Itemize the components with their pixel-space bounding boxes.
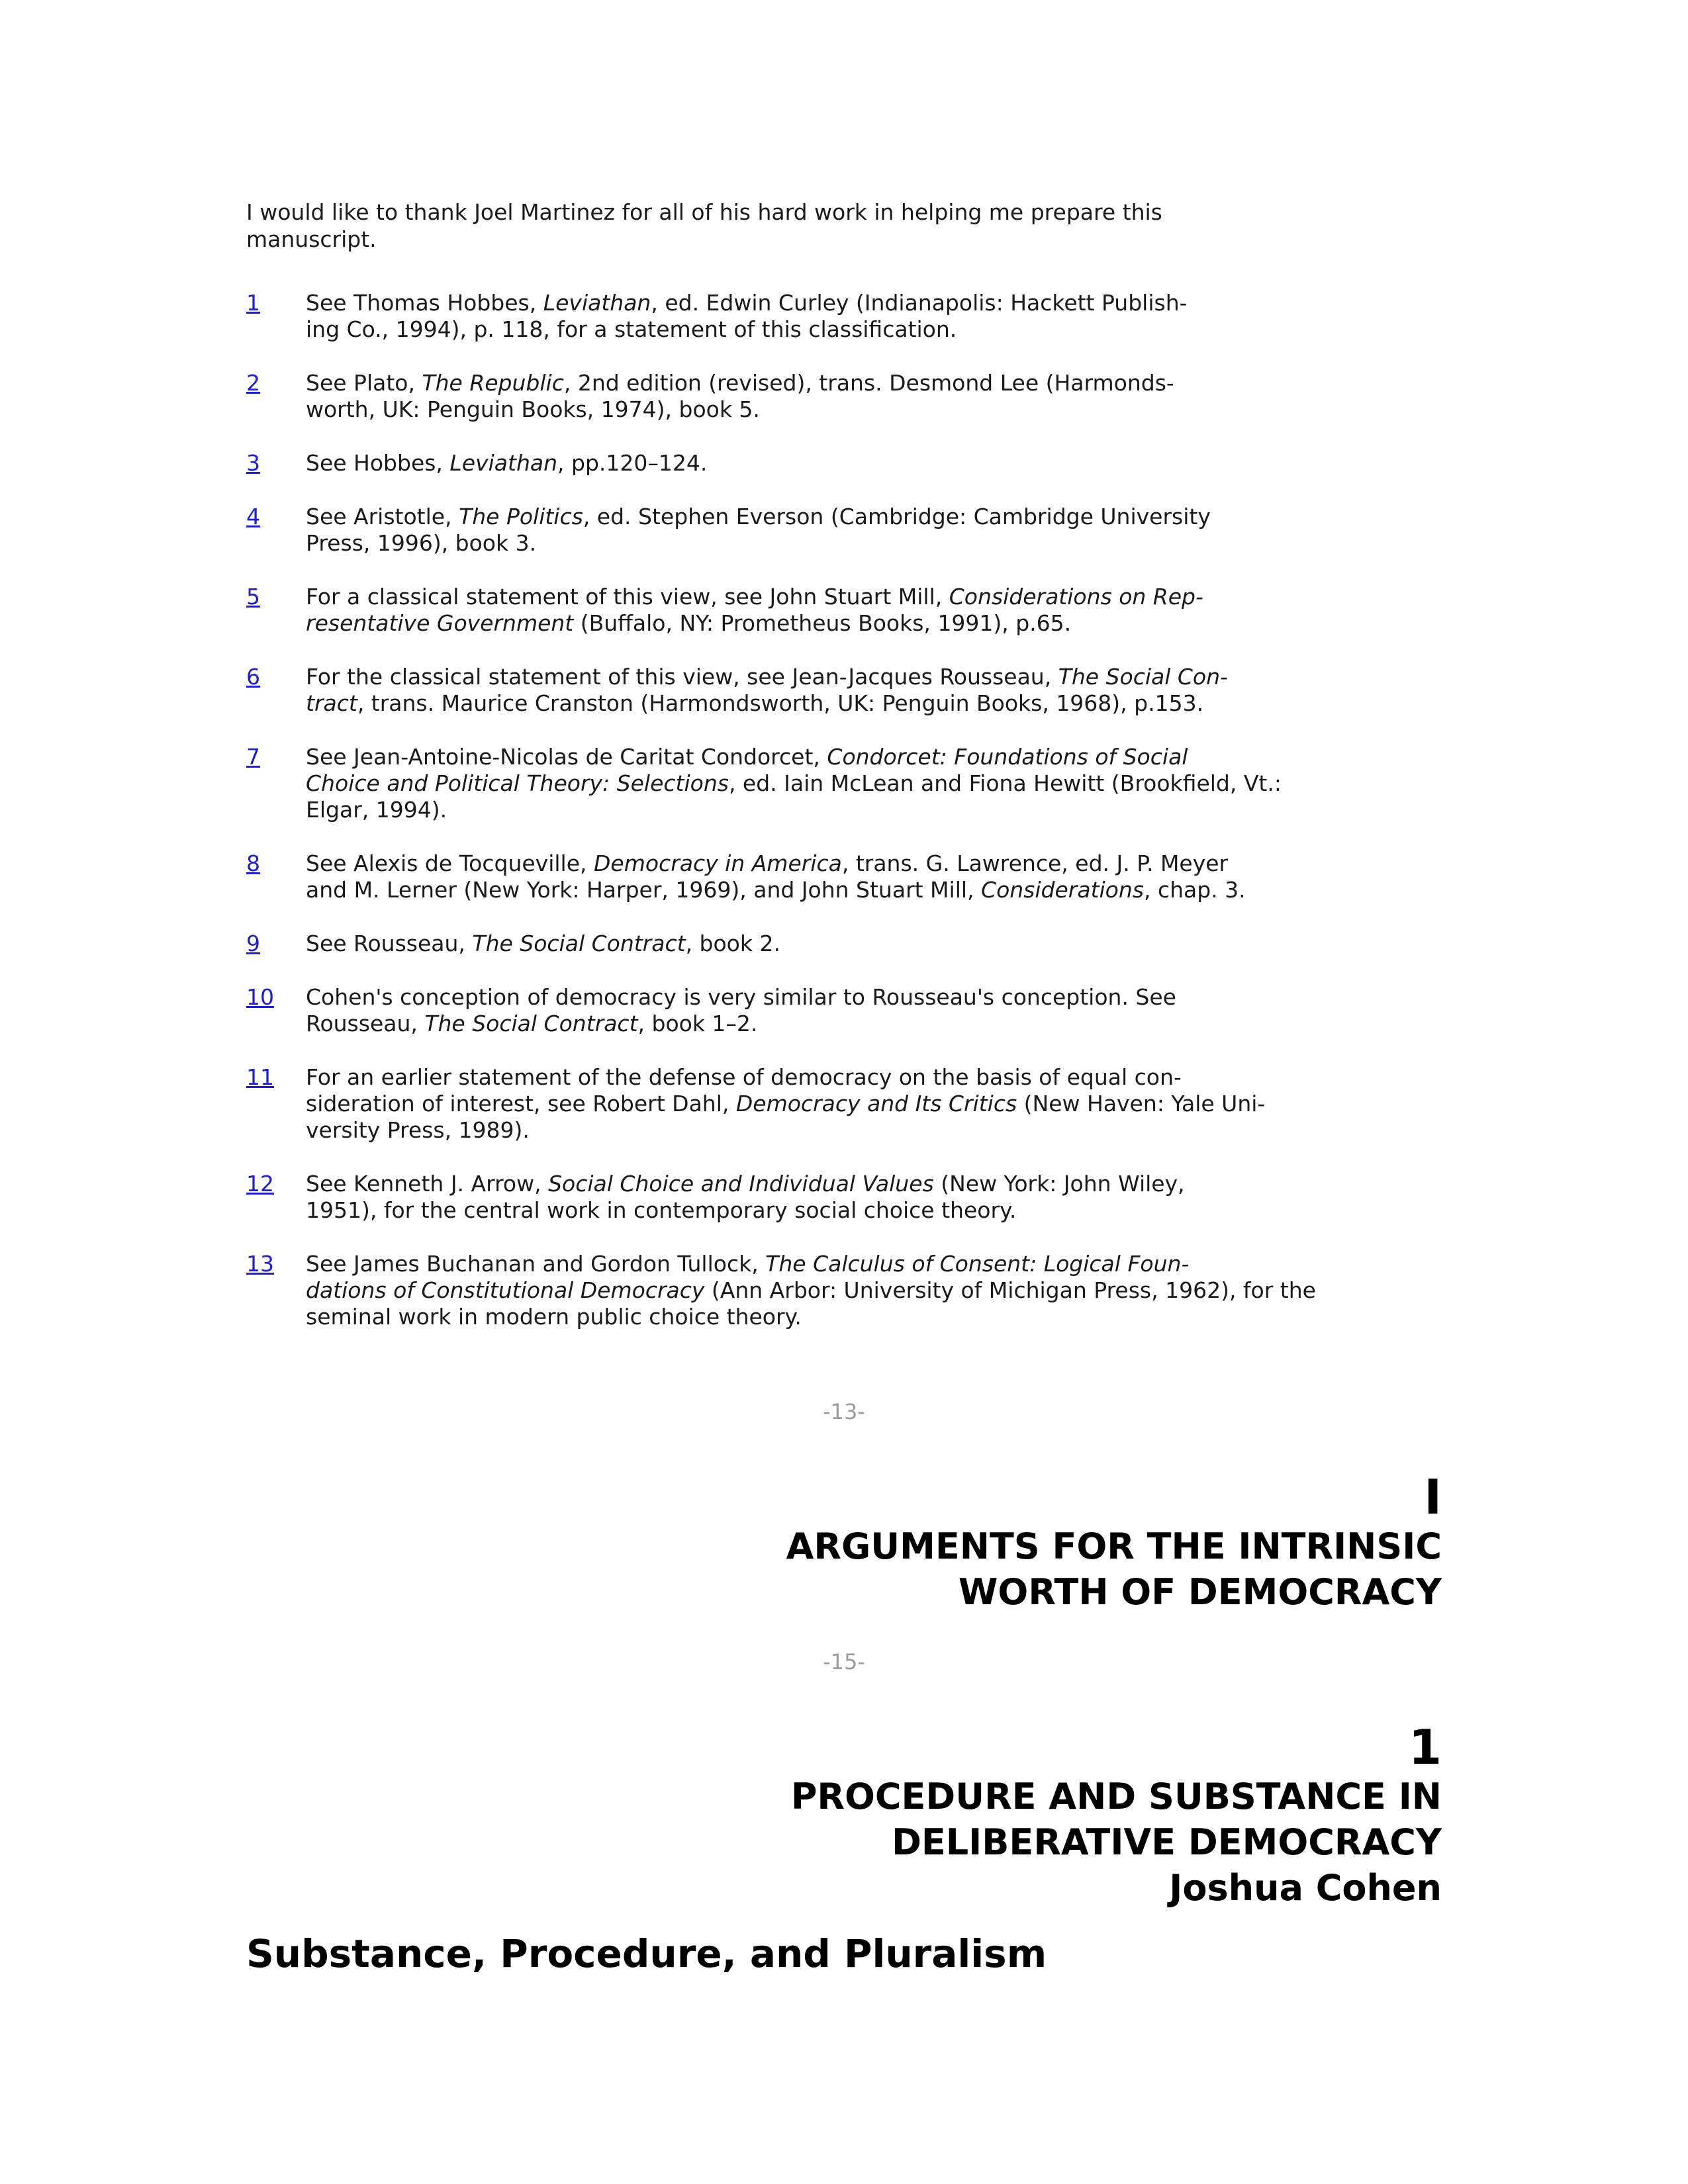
endnote-number-link[interactable]: 12	[246, 1171, 274, 1197]
page-number-15: -15-	[823, 1649, 865, 1674]
endnote-number-link[interactable]: 7	[246, 744, 260, 770]
endnote-number-link[interactable]: 4	[246, 504, 260, 529]
endnote-text	[306, 744, 1411, 823]
endnote-text	[306, 450, 1411, 477]
endnote-text	[306, 1064, 1411, 1144]
endnote-item	[246, 1171, 1411, 1224]
endnote-text-segment: (New Haven: Yale Uni- versity Press, 1989).	[306, 1091, 1266, 1143]
endnote-title-italic: Considerations	[981, 877, 1144, 903]
section-heading: Substance, Procedure, and Pluralism	[246, 1931, 1047, 1976]
endnote-item	[246, 931, 1411, 957]
endnote-number-link[interactable]: 6	[246, 664, 260, 690]
endnote-title-italic: Considerations on Rep- resentative Government	[306, 584, 1203, 636]
chapter-author: Joshua Cohen	[1169, 1867, 1442, 1909]
endnote-text-segment: (New York: John Wiley, 1951), for the central work in contemporary social choice theory.	[306, 1171, 1185, 1223]
endnote-title-italic: Democracy and Its Critics	[735, 1091, 1017, 1116]
chapter-title-line-2: DELIBERATIVE DEMOCRACY	[892, 1821, 1442, 1863]
endnote-item	[246, 1251, 1411, 1330]
endnote-text-segment: See Hobbes,	[306, 450, 450, 476]
endnote-text-segment: , book 2.	[685, 931, 780, 956]
endnote-text-segment: , pp.120–124.	[557, 450, 708, 476]
endnote-number-link[interactable]: 5	[246, 584, 260, 610]
endnote-number-link[interactable]: 13	[246, 1251, 274, 1277]
endnote-item	[246, 664, 1411, 717]
part-title-line-1: ARGUMENTS FOR THE INTRINSIC	[786, 1525, 1442, 1567]
endnote-item	[246, 584, 1411, 637]
endnote-text-segment: See James Buchanan and Gordon Tullock,	[306, 1251, 766, 1277]
endnote-text-segment: (Ann Arbor: University of Michigan Press, 1962), for the seminal work in modern public choice theory.	[306, 1277, 1316, 1330]
endnote-text	[306, 984, 1411, 1037]
endnote-text	[306, 1171, 1411, 1224]
endnotes-list	[246, 290, 1411, 1357]
endnote-text-segment: , ed. Edwin Curley (Indianapolis: Hackett Publish- ing Co., 1994), p. 118, for a statement of this classification.	[306, 290, 1188, 342]
endnote-title-italic: Condorcet: Foundations of Social Choice and Political Theory: Selections	[306, 744, 1188, 796]
endnote-text-segment: , trans. G. Lawrence, ed. J. P. Meyer and M. Lerner (New York: Harper, 1969), and John Stuart Mill,	[306, 850, 1229, 903]
endnote-text-segment: For an earlier statement of the defense of democracy on the basis of equal con- sideration of interest, see Robert Dahl,	[306, 1064, 1182, 1116]
endnote-title-italic: Leviathan	[543, 290, 651, 316]
page-number-13: -13-	[823, 1399, 865, 1424]
endnote-text	[306, 1251, 1411, 1330]
endnote-text-segment: Cohen's conception of democracy is very similar to Rousseau's conception. See Rousseau,	[306, 984, 1176, 1036]
endnote-text-segment: See Aristotle,	[306, 504, 459, 529]
endnote-text	[306, 504, 1411, 557]
endnote-text	[306, 370, 1411, 423]
endnote-text-segment: , chap. 3.	[1143, 877, 1246, 903]
endnote-number-link[interactable]: 9	[246, 931, 260, 956]
chapter-title-line-1: PROCEDURE AND SUBSTANCE IN	[790, 1776, 1442, 1817]
endnote-item	[246, 504, 1411, 557]
endnote-text	[306, 931, 1411, 957]
endnote-text-segment: See Jean-Antoine-Nicolas de Caritat Condorcet,	[306, 744, 827, 770]
endnote-text-segment: , ed. Stephen Everson (Cambridge: Cambridge University Press, 1996), book 3.	[306, 504, 1211, 556]
chapter-heading	[791, 1721, 1442, 1911]
endnote-text-segment: See Kenneth J. Arrow,	[306, 1171, 549, 1197]
endnote-text-segment: See Thomas Hobbes,	[306, 290, 543, 316]
endnote-title-italic: The Social Contract	[472, 931, 686, 956]
endnote-text-segment: See Rousseau,	[306, 931, 473, 956]
endnote-number-link[interactable]: 11	[246, 1064, 274, 1090]
endnote-number-link[interactable]: 3	[246, 450, 260, 476]
endnote-text-segment: , ed. Iain McLean and Fiona Hewitt (Brookfield, Vt.: Elgar, 1994).	[306, 770, 1282, 823]
endnote-title-italic: The Politics	[459, 504, 583, 529]
endnote-item	[246, 370, 1411, 423]
endnote-title-italic: The Social Contract	[424, 1011, 638, 1036]
endnote-text-segment: For a classical statement of this view, see John Stuart Mill,	[306, 584, 949, 610]
endnote-title-italic: Social Choice and Individual Values	[548, 1171, 934, 1197]
endnote-text-segment: See Plato,	[306, 370, 422, 396]
endnote-number-link[interactable]: 10	[246, 984, 274, 1010]
endnote-text-segment: See Alexis de Tocqueville,	[306, 850, 594, 876]
endnote-number-link[interactable]: 2	[246, 370, 260, 396]
endnote-title-italic: The Calculus of Consent: Logical Foun- dations of Constitutional Democracy	[306, 1251, 1190, 1303]
endnote-text-segment: , 2nd edition (revised), trans. Desmond Lee (Harmonds- worth, UK: Penguin Books, 1974), book 5.	[306, 370, 1174, 422]
endnote-text	[306, 664, 1411, 717]
endnote-text	[306, 850, 1411, 903]
endnote-title-italic: The Republic	[422, 370, 564, 396]
endnote-text	[306, 584, 1411, 637]
endnote-title-italic: Democracy in America	[594, 850, 842, 876]
endnote-text-segment: For the classical statement of this view, see Jean-Jacques Rousseau,	[306, 664, 1058, 690]
endnote-item	[246, 850, 1411, 903]
endnote-text-segment: , trans. Maurice Cranston (Harmondsworth, UK: Penguin Books, 1968), p.153.	[357, 690, 1204, 716]
part-title-line-2: WORTH OF DEMOCRACY	[958, 1571, 1442, 1613]
endnote-text-segment: (Buffalo, NY: Prometheus Books, 1991), p.65.	[573, 610, 1072, 636]
endnote-item	[246, 744, 1411, 823]
endnote-title-italic: The Social Con- tract	[306, 664, 1228, 716]
part-number: I	[1424, 1469, 1442, 1525]
part-heading	[786, 1471, 1442, 1615]
endnote-number-link[interactable]: 1	[246, 290, 260, 316]
endnote-title-italic: Leviathan	[449, 450, 558, 476]
endnote-text	[306, 290, 1411, 343]
endnote-item	[246, 1064, 1411, 1144]
endnote-item	[246, 290, 1411, 343]
endnote-number-link[interactable]: 8	[246, 850, 260, 876]
endnote-item	[246, 450, 1411, 477]
acknowledgment-text: I would like to thank Joel Martinez for all of his hard work in helping me prepare this manuscript.	[246, 199, 1162, 252]
endnote-text-segment: , book 1–2.	[637, 1011, 758, 1036]
endnote-item	[246, 984, 1411, 1037]
chapter-number: 1	[1408, 1719, 1442, 1775]
